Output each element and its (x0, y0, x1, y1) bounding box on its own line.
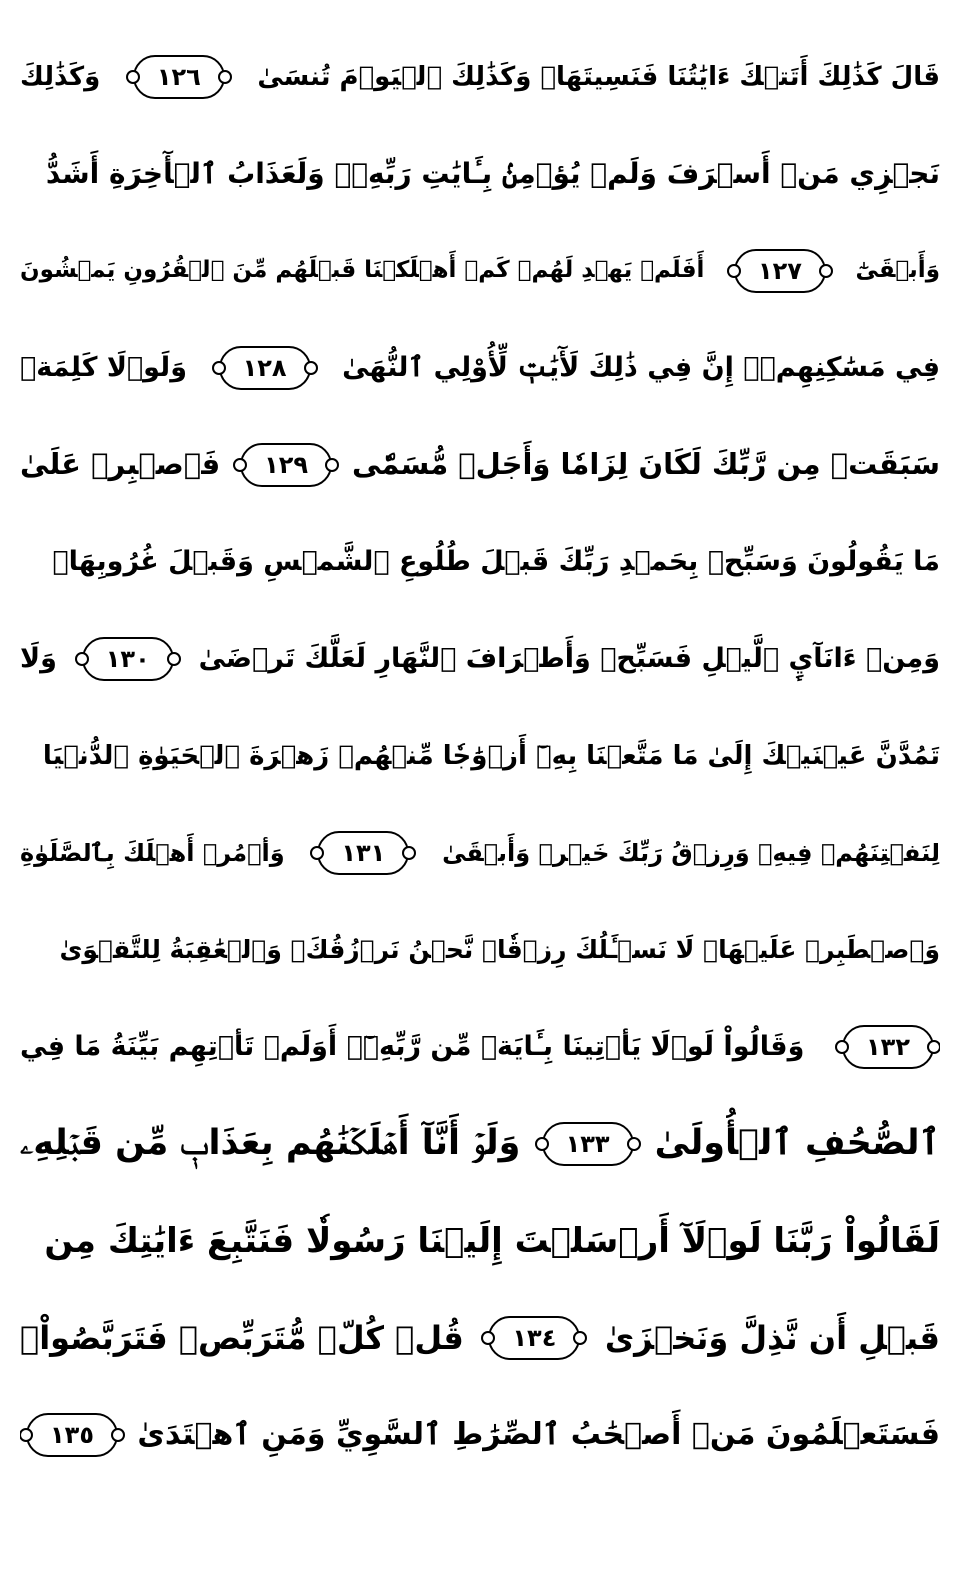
verse-line (20, 998, 940, 1095)
verse-line (20, 901, 940, 998)
verse-line (20, 610, 940, 707)
ayah-number: ١٣٢ (866, 1032, 910, 1061)
verse-text: ٱلصُّحُفِ ٱلۡأُولَىٰ (654, 1123, 940, 1163)
ayah-number: ١٣٣ (565, 1129, 610, 1158)
ayah-number-marker (26, 1413, 118, 1457)
verse-text: مَا يَقُولُونَ وَسَبِّحۡ بِحَمۡدِ رَبِّكَ قَبۡلَ طُلُوعِ ٱلشَّمۡسِ وَقَبۡلَ غُرُوبِهَاۖ (52, 546, 940, 577)
ayah-number: ١٣١ (341, 838, 386, 867)
verse-line (20, 28, 940, 125)
ayah-number: ١٣٤ (512, 1323, 557, 1352)
verse-line (20, 416, 940, 513)
verse-text: قُلۡ كُلّٞ مُّتَرَبِّصٞ فَتَرَبَّصُواْۖ (20, 1318, 464, 1357)
ayah-number-marker (82, 637, 174, 681)
verse-line (20, 1289, 940, 1386)
verse-line (20, 804, 940, 901)
verse-text: وَلَا (20, 643, 57, 674)
verse-text: وَلَوۡلَا كَلِمَةٞ (20, 352, 187, 383)
verse-line (20, 707, 940, 804)
verse-lines (20, 28, 940, 1483)
ayah-number: ١٢٨ (242, 353, 287, 382)
verse-text: تَمُدَّنَّ عَيۡنَيۡكَ إِلَىٰ مَا مَتَّعۡنَا بِهِۦٓ أَزۡوَٰجٗا مِّنۡهُمۡ زَهۡرَةَ ٱلۡحَيَوٰةِ ٱلدُّنۡيَا (42, 740, 940, 771)
verse-line (20, 319, 940, 416)
verse-text: لِنَفۡتِنَهُمۡ فِيهِۚ وَرِزۡقُ رَبِّكَ خَيۡرٞ وَأَبۡقَىٰ (442, 838, 940, 867)
verse-line (20, 513, 940, 610)
verse-text: وَأَبۡقَىٰٓ (855, 257, 940, 283)
verse-text: وَٱصۡطَبِرۡ عَلَيۡهَاۖ لَا نَسۡـَٔلُكَ رِزۡقٗاۖ نَّحۡنُ نَرۡزُقُكَۗ وَٱلۡعَٰقِبَةُ لِلتَّقۡوَىٰ (59, 935, 940, 964)
verse-text: فِي مَسَٰكِنِهِمۡۚ إِنَّ فِي ذَٰلِكَ لَأٓيَٰتٖ لِّأُوْلِي ٱلنُّهَىٰ (342, 352, 940, 383)
ayah-number-marker (133, 55, 225, 99)
verse-text: فَٱصۡبِرۡ عَلَىٰ (20, 447, 221, 481)
verse-text: قَبۡلِ أَن نَّذِلَّ وَنَخۡزَىٰ (604, 1318, 940, 1357)
ayah-number: ١٣٥ (50, 1420, 94, 1449)
ayah-number-marker (842, 1025, 934, 1069)
ayah-number: ١٢٩ (264, 450, 309, 479)
ayah-number: ١٢٧ (758, 256, 802, 285)
verse-text: فَسَتَعۡلَمُونَ مَنۡ أَصۡحَٰبُ ٱلصِّرَٰطِ ٱلسَّوِيِّ وَمَنِ ٱهۡتَدَىٰ (137, 1416, 940, 1452)
verse-text: قَالَ كَذَٰلِكَ أَتَتۡكَ ءَايَٰتُنَا فَنَسِيتَهَاۖ وَكَذَٰلِكَ ٱلۡيَوۡمَ تُنسَىٰ (257, 61, 940, 92)
ayah-number: ١٣٠ (105, 644, 150, 673)
verse-line (20, 125, 940, 222)
verse-text: سَبَقَتۡ مِن رَّبِّكَ لَكَانَ لِزَامٗا وَأَجَلٞ مُّسَمّٗى (351, 447, 940, 481)
ayah-number-marker (240, 443, 332, 487)
ayah-number-marker (734, 249, 826, 293)
verse-line (20, 1095, 940, 1192)
ayah-number: ١٢٦ (156, 62, 201, 91)
ayah-number-marker (219, 346, 311, 390)
verse-text: وَكَذَٰلِكَ (20, 61, 101, 92)
ayah-number-marker (317, 831, 409, 875)
ayah-number-marker (488, 1316, 580, 1360)
verse-line (20, 1386, 940, 1483)
verse-text: وَقَالُواْ لَوۡلَا يَأۡتِينَا بِـَٔايَةٖ مِّن رَّبِّهِۦٓۚ أَوَلَمۡ تَأۡتِهِم بَيِّنَةُ مَا فِي (20, 1031, 805, 1062)
ayah-number-marker (542, 1122, 634, 1166)
verse-text: أَفَلَمۡ يَهۡدِ لَهُمۡ كَمۡ أَهۡلَكۡنَا قَبۡلَهُم مِّنَ ٱلۡقُرُونِ يَمۡشُونَ (20, 257, 705, 283)
verse-text: وَمِنۡ ءَانَآيِٕ ٱلَّيۡلِ فَسَبِّحۡ وَأَطۡرَافَ ٱلنَّهَارِ لَعَلَّكَ تَرۡضَىٰ (198, 643, 940, 674)
verse-text: وَلَوۡ أَنَّآ أَهۡلَكۡنَٰهُم بِعَذَابٖ مِّن قَبۡلِهِۦ (20, 1123, 521, 1163)
verse-line (20, 222, 940, 319)
verse-text: وَأۡمُرۡ أَهۡلَكَ بِٱلصَّلَوٰةِ (20, 838, 285, 867)
verse-text: لَقَالُواْ رَبَّنَا لَوۡلَآ أَرۡسَلۡتَ إِلَيۡنَا رَسُولٗا فَنَتَّبِعَ ءَايَٰتِكَ مِن (44, 1220, 940, 1261)
verse-line (20, 1192, 940, 1289)
verse-text: نَجۡزِي مَنۡ أَسۡرَفَ وَلَمۡ يُؤۡمِنۢ بِـَٔايَٰتِ رَبِّهِۦۚ وَلَعَذَابُ ٱلۡأٓخِرَةِ أَشَدُّ (45, 156, 940, 190)
